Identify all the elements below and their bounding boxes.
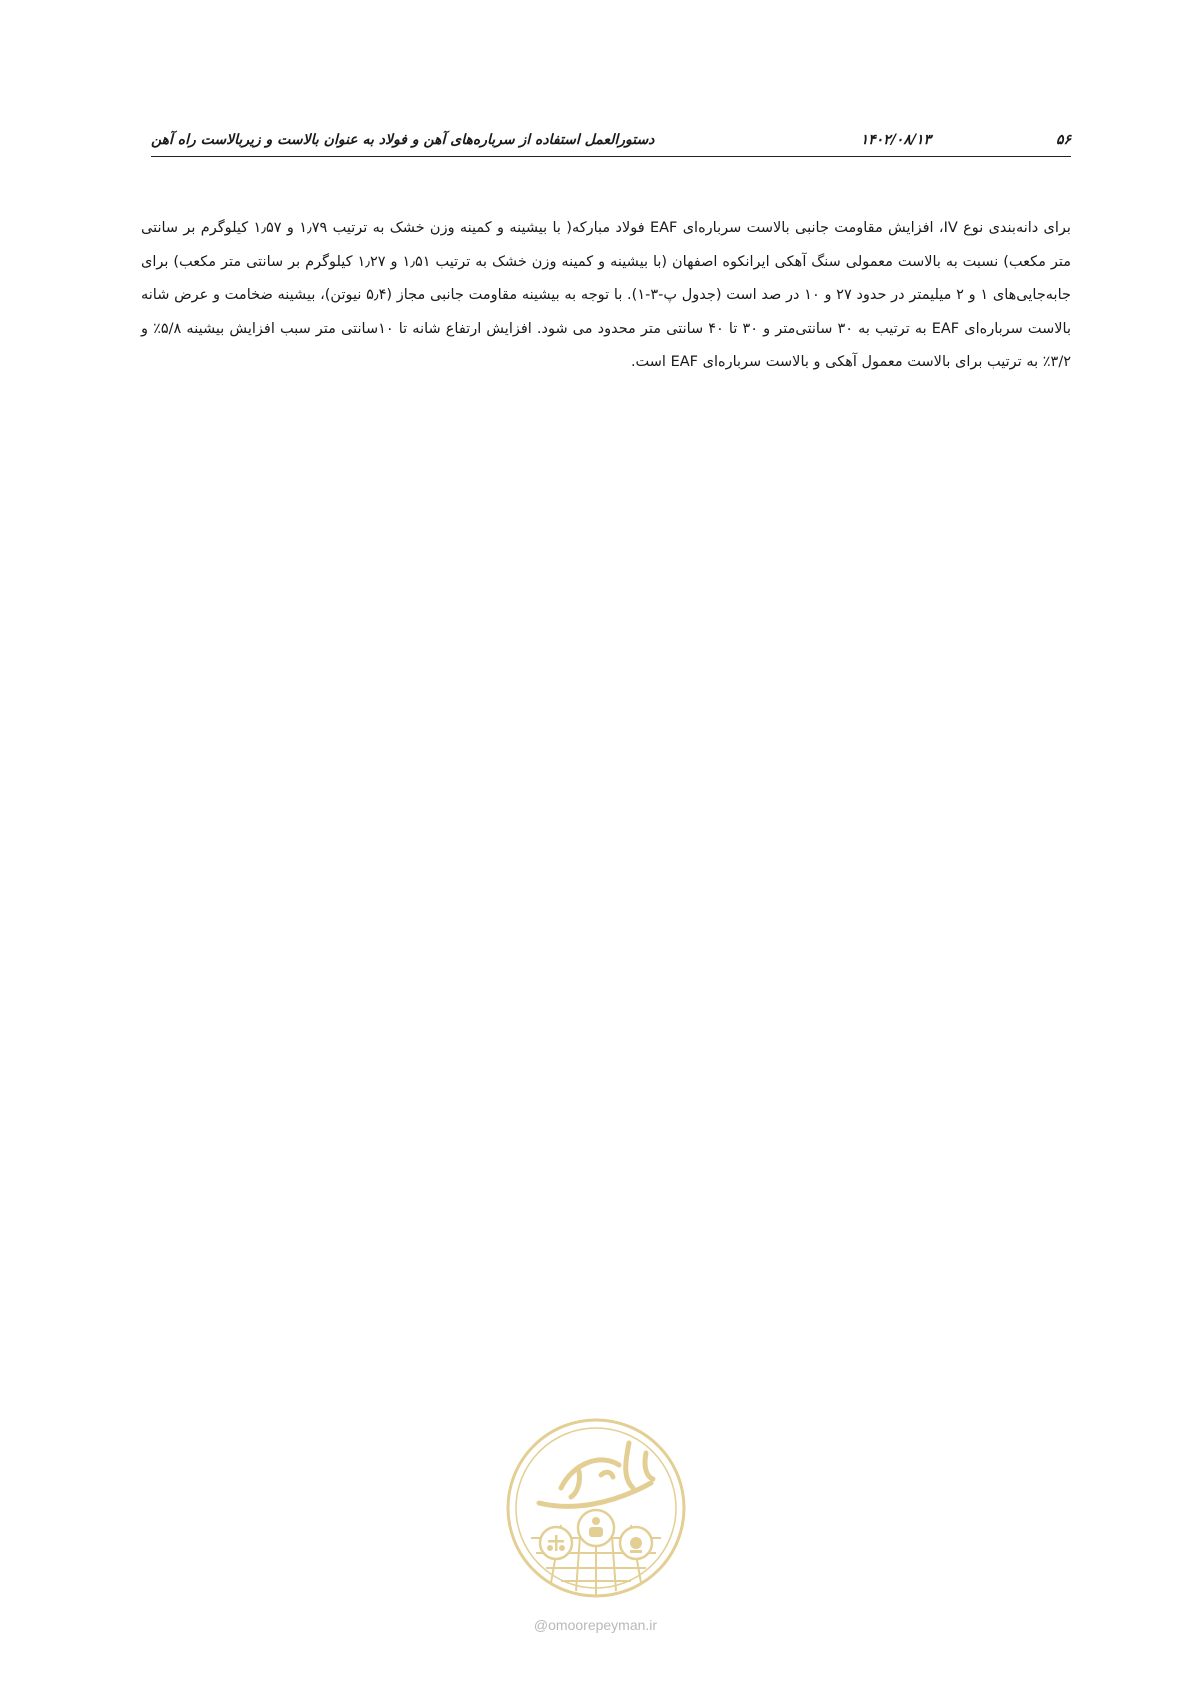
- body-paragraph: برای دانه‌بندی نوع IV، افزایش مقاومت جانبی بالاست سرباره‌ای EAF فولاد مبارکه( با بیشینه و کمینه وزن خشک به ترتیب ۱٫۷۹ و ۱٫۵۷ کیلوگرم بر سانتی متر مکعب) نسبت به بالاست معمولی سنگ آهکی ایرانکوه اصفهان (با بیشینه و کمینه وزن خشک به ترتیب ۱٫۵۱ و ۱٫۲۷ کیلوگرم بر سانتی متر مکعب) برای جابه‌جایی‌های ۱ و ۲ میلیمتر در حدود ۲۷ و ۱۰ در صد است (جدول پ-۳-۱). با توجه به بیشینه مقاومت جانبی مجاز (۵٫۴ نیوتن)، بیشینه ضخامت و عرض شانه بالاست سرباره‌ای EAF به ترتیب به ۳۰ سانتی‌متر و ۳۰ تا ۴۰ سانتی متر محدود می شود. افزایش ارتفاع شانه تا ۱۰سانتی متر سبب افزایش بیشینه ۵/۸٪ و ۳/۲٪ به ترتیب برای بالاست معمول آهکی و بالاست سرباره‌ای EAF است.: [141, 220, 1071, 371]
- watermark-website: @omoorepeyman.ir: [533, 1617, 658, 1633]
- page-header: [151, 128, 1071, 157]
- watermark-logo: [501, 1413, 691, 1603]
- page-number: ۵۶: [1055, 132, 1071, 148]
- header-title: دستورالعمل استفاده از سرباره‌های آهن و فولاد به عنوان بالاست و زیربالاست راه آهن: [151, 132, 655, 148]
- header-date: ۱۴۰۲/۰۸/۱۳: [860, 132, 931, 148]
